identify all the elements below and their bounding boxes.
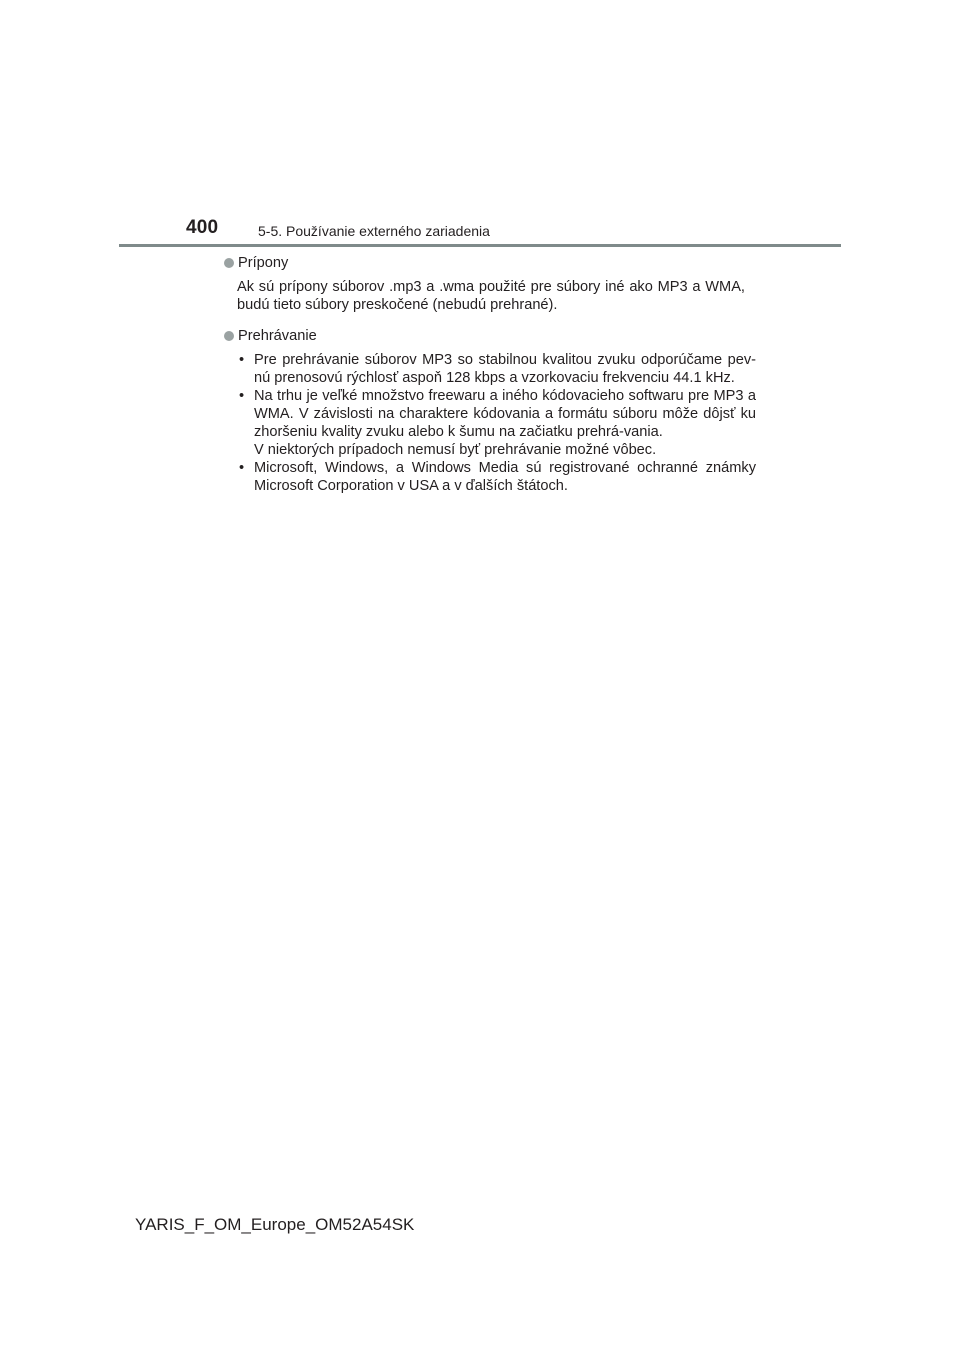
section-playback — [222, 326, 756, 495]
bullet-list — [237, 351, 756, 495]
section-paragraph: Ak sú prípony súborov .mp3 a .wma použité pre súbory iné ako MP3 a WMA, budú tieto súbory preskočené (nebudú prehrané). — [237, 279, 745, 313]
bullet-marker: • — [239, 460, 245, 476]
list-item-text: Pre prehrávanie súborov MP3 so stabilnou kvalitou zvuku odporúčame pev-nú prenosovú rýchlosť aspoň 128 kbps a vzorkovaciu frekvenciu 44.1 kHz. — [254, 352, 756, 386]
content-body — [222, 253, 756, 495]
document-code: YARIS_F_OM_Europe_OM52A54SK — [135, 1215, 415, 1234]
list-item — [237, 351, 756, 387]
section-extensions — [222, 253, 750, 314]
list-item-text: Microsoft, Windows, a Windows Media sú registrované ochranné známky Microsoft Corporation v USA a v ďalších štátoch. — [254, 460, 756, 494]
list-item — [237, 387, 756, 459]
list-item-note: V niektorých prípadoch nemusí byť prehrávanie možné vôbec. — [254, 442, 657, 458]
bullet-marker: • — [239, 388, 245, 404]
circle-bullet-icon — [224, 258, 234, 268]
list-item-text: Na trhu je veľké množstvo freewaru a iného kódovacieho softwaru pre MP3 a WMA. V závislosti na charaktere kódovania a formátu súboru môže dôjsť ku zhoršeniu kvality zvuku alebo k šumu na začiatku prehrá-vania. — [254, 388, 756, 440]
header-divider — [119, 244, 841, 247]
heading-text: Prípony — [238, 255, 289, 271]
bullet-marker: • — [239, 352, 245, 368]
heading-text: Prehrávanie — [238, 328, 317, 344]
section-title: 5-5. Používanie externého zariadenia — [258, 223, 490, 239]
section-heading — [222, 326, 750, 346]
list-item — [237, 459, 756, 495]
circle-bullet-icon — [224, 331, 234, 341]
page-number: 400 — [186, 217, 219, 238]
section-heading — [222, 253, 750, 273]
